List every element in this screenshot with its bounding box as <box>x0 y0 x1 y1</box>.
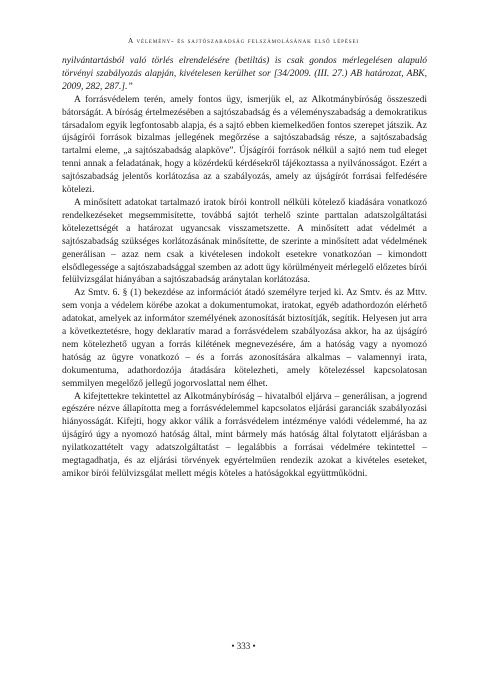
paragraph-continued-quote: nyilvántartásból való törlés elrendelésére (betiltás) is csak gondos mérlegelésen alapuló törvényi szabályozás alapján, kivételesen kerülhet sor [34/2009. (III. 27.) AB határozat, ABK, 2009, 282, 287.].” <box>62 56 427 92</box>
paragraph: A forrásvédelem terén, amely fontos ügy, ismerjük el, az Alkotmánybíróság összeszedi bátorságát. A bíróság értelmezésében a sajtószabadság és a véleményszabadság a demokratikus társadalom egyik legfontosabb alapja, és a sajtó ebben kiemelkedően fontos szerepet játszik. Az újságírói források bizalmas jellegének megőrzése a sajtószabadság része, a sajtószabadság tartalmi eleme, „a sajtószabadság alapköve”. Újságírói források nélkül a sajtó nem tud eleget tenni annak a feladatának, hogy a közérdekű kérdésekről tájékoztassa a nyilvánosságot. Ezért a sajtószabadság jelentős korlátozása az a szabályozás, amely az újságírót forrásai felfedésére kötelezi. <box>62 94 427 196</box>
paragraph: Az Smtv. 6. § (1) bekezdése az információt átadó személyre terjed ki. Az Smtv. és az Mttv. sem vonja a védelem körébe azokat a dokumentumokat, iratokat, egyéb adathordozón elérhető adatokat, amelyek az informátor személyének azonosítását biztosítják, segítik. Helyesen jut arra a következtetésre, hogy deklaratív marad a forrásvédelem szabályozása akkor, ha az újságíró nem kötelezhető ugyan a forrás kilétének megnevezésére, ám a hatóság vagy a nyomozó hatóság az ügyre vonatkozó – és a forrás azonosítására alkalmas – valamennyi irata, dokumentuma, adathordozója átadására kötelezheti, amely kötelezéssel kapcsolatosan semmilyen megelőző jellegű jogorvoslattal nem élhet. <box>62 288 427 389</box>
running-head: A vélemény- és sajtószabadság felszámolásának első lépései <box>127 36 359 45</box>
page-number: • 333 • <box>231 641 256 651</box>
paragraph: A minősített adatokat tartalmazó iratok bírói kontroll nélküli kötelező kiadására vonatkozó rendelkezéseket megsemmisítette, továbbá sajtót terhelő szinte parttalan adatszolgáltatási kötelezettségét a határozat ugyancsak visszametszette. A minősített adat védelmét a sajtószabadság szükséges korlátozásának minősítette, de szerinte a minősített adat védelmének generálisan – azaz nem csak a kivételesen indokolt esetekre vonatkozóan – kimondott elsődlegessége a sajtószabadsággal szemben az adott ügy körülményeit mérlegelő előzetes bírói felülvizsgálat hiányában a sajtószabadság aránytalan korlátozása. <box>62 197 427 286</box>
body-text <box>62 55 427 481</box>
paragraph: A kifejtettekre tekintettel az Alkotmánybíróság – hivatalból eljárva – generálisan, a jogrend egészére nézve állapította meg a forrásvédelemmel kapcsolatos eljárási garanciák szabályozási hiányosságát. Kifejti, hogy akkor válik a forrásvédelem intézménye valódi védelemmé, ha az újságíró úgy a nyomozó hatóság által, mint bármely más hatóság által folytatott eljárásban a nyilatkozattételt vagy adatszolgáltatást – legalábbis a forrásai védelmére tekintettel – megtagadhatja, és az eljárási törvények egyértelműen rendezik azokat a kivételes eseteket, amikor bírói felülvizsgálat mellett mégis köteles a hatóságokkal együttműködni. <box>62 391 427 479</box>
